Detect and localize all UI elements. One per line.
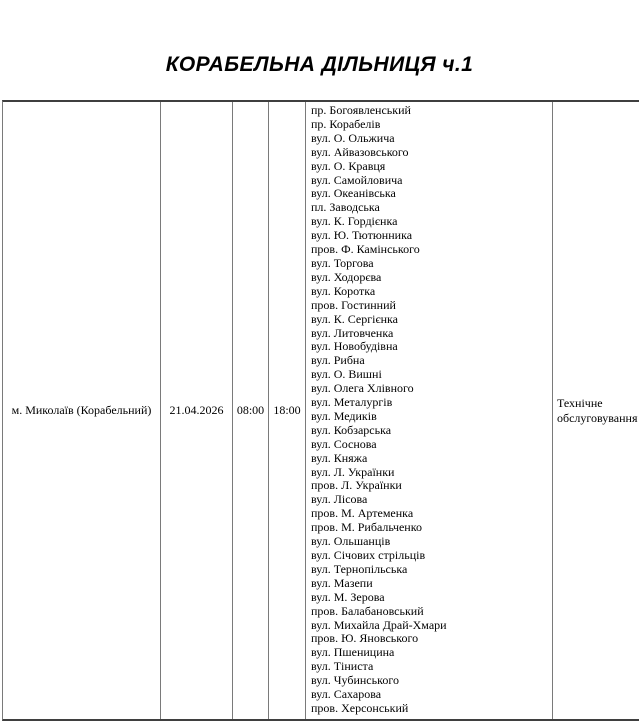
street-item: вул. Чубинського [311, 673, 399, 688]
street-item: вул. Лісова [311, 492, 368, 507]
street-item: вул. Коротка [311, 283, 376, 298]
street-item: вул. О. Вишні [311, 367, 382, 382]
street-item: пр. Корабелів [311, 116, 381, 131]
work-type-text: Технічне обслуговування [557, 395, 638, 425]
street-item: вул. Рибна [311, 353, 365, 368]
location-text: м. Миколаїв (Корабельний) [11, 403, 152, 417]
street-item: вул. Самойловича [311, 172, 403, 187]
date-cell [161, 102, 233, 719]
street-item: пров. Л. Українки [311, 478, 402, 493]
street-item: вул. Тіниста [311, 659, 374, 674]
street-item: пр. Богоявленський [311, 103, 411, 117]
end-time-text: 18:00 [273, 403, 301, 417]
street-item: вул. Пшеницина [311, 645, 395, 660]
street-item: пров. Гостинний [311, 297, 396, 312]
start-time-text: 08:00 [236, 403, 265, 417]
street-item: вул. О. Кравця [311, 158, 386, 173]
street-item: вул. Мазепи [311, 575, 373, 590]
street-item: вул. Медиків [311, 408, 377, 423]
street-item: вул. Олега Хлівного [311, 381, 414, 396]
street-item: пров. Балабановський [311, 603, 424, 618]
street-item: вул. Січових стрільців [311, 548, 426, 562]
date-text: 21.04.2026 [169, 403, 224, 417]
street-item: пров. Херсонський [311, 700, 409, 715]
street-item: пров. Ф. Камінського [311, 242, 420, 257]
street-item: вул. Соснова [311, 436, 377, 451]
street-item: пров. М. Рибальченко [311, 520, 422, 535]
work-type-cell [553, 102, 639, 719]
street-item: пров. М. Артеменка [311, 506, 414, 521]
schedule-table [2, 100, 639, 721]
street-item: вул. О. Ольжича [311, 130, 395, 145]
street-item: вул. Новобудівна [311, 339, 398, 354]
street-item: вул. Ольшанців [311, 534, 391, 549]
street-item: вул. Сахарова [311, 687, 382, 702]
street-item: вул. Металургів [311, 395, 393, 410]
street-item: вул. К. Гордієнка [311, 214, 398, 229]
streets-list-cell [306, 102, 553, 719]
street-item: вул. Л. Українки [311, 464, 395, 479]
street-item: вул. Кобзарська [311, 422, 392, 437]
street-item: вул. Айвазовського [311, 144, 409, 159]
street-item: вул. Океанівська [311, 186, 396, 201]
street-item: пл. Заводська [311, 200, 380, 215]
start-time-cell [233, 102, 269, 719]
street-item: пров. Ю. Яновського [311, 631, 419, 646]
street-item: вул. К. Сергієнка [311, 311, 398, 326]
street-item: вул. Литовченка [311, 325, 394, 340]
street-item: вул. М. Зерова [311, 589, 385, 604]
street-item: вул. Торгова [311, 255, 374, 270]
street-item: вул. Тернопільська [311, 561, 408, 576]
street-item: вул. Михайла Драй-Хмари [311, 617, 447, 632]
street-item: вул. Княжа [311, 450, 368, 465]
street-item: вул. Ю. Тютюнника [311, 228, 413, 243]
end-time-cell [269, 102, 306, 719]
page-title: КОРАБЕЛЬНА ДІЛЬНИЦЯ ч.1 [165, 53, 474, 76]
location-cell [3, 102, 161, 719]
street-item: вул. Ходорєва [311, 269, 382, 284]
